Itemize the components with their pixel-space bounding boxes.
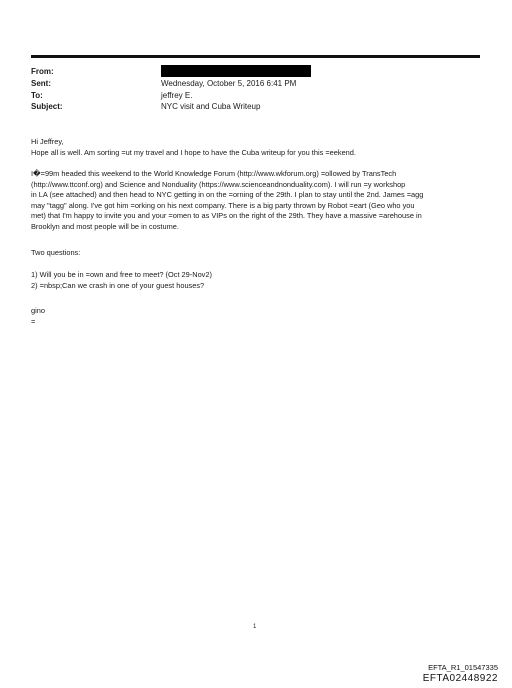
sent-value: Wednesday, October 5, 2016 6:41 PM: [161, 79, 297, 88]
question-1: 1) Will you be in =own and free to meet? (Oct 29-Nov2): [31, 270, 212, 279]
from-label: From:: [31, 67, 54, 76]
signature: [31, 306, 486, 327]
to-label: To:: [31, 91, 43, 100]
paragraph-line: Brooklyn and most people will be in costume.: [31, 221, 179, 231]
signoff: gino: [31, 306, 45, 315]
travel-paragraph: [31, 169, 486, 232]
questions-list: [31, 270, 486, 291]
subject-value: NYC visit and Cuba Writeup: [161, 102, 261, 111]
header-rule: [31, 55, 480, 58]
questions-intro: Two questions:: [31, 248, 81, 257]
subject-label: Subject:: [31, 102, 63, 111]
trailer-char: =: [31, 316, 36, 326]
paragraph-line: in LA (see attached) and then head to NYC getting in on the =orning of the 29th. I plan to stay until the 2nd. James =agg: [31, 190, 424, 199]
intro-line: Hope all is well. Am sorting =ut my travel and I hope to have the Cuba writeup for you this =eekend.: [31, 147, 356, 157]
redaction-box: [161, 65, 311, 77]
email-body: [31, 137, 486, 158]
paragraph-line: met) that I'm happy to invite you and your =omen to as VIPs on the right of the 29th. They have a massive =arehouse in: [31, 211, 422, 220]
to-value: jeffrey E.: [161, 91, 193, 100]
paragraph-line: I�=99m headed this weekend to the World Knowledge Forum (http://www.wkforum.org) =ollowed by TransTech: [31, 169, 397, 178]
greeting: Hi Jeffrey,: [31, 137, 64, 146]
sent-label: Sent:: [31, 79, 51, 88]
paragraph-line: (http://www.ttconf.org) and Science and Nonduality (https://www.scienceandnonduality.com). I will run =y workshop: [31, 179, 406, 189]
page-number: 1: [253, 624, 257, 630]
paragraph-line: may "tagg" along. I've got him =orking on his next company. There is a big party thrown by Robot =eart (Geo who you: [31, 200, 415, 210]
question-2: 2) =nbsp;Can we crash in one of your guest houses?: [31, 280, 205, 290]
bates-stamp-2: EFTA02448922: [422, 673, 498, 684]
bates-stamp-1: EFTA_R1_01547335: [428, 663, 498, 672]
